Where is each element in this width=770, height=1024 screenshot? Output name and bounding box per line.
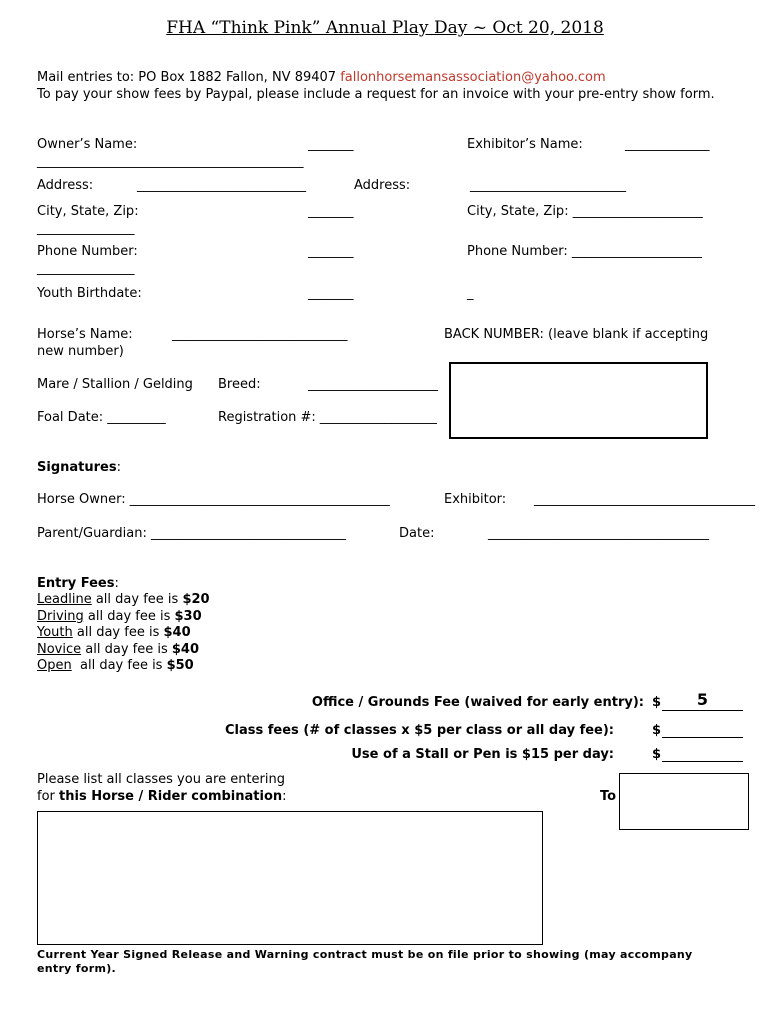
horse-owner-signature[interactable]: Horse Owner: ________________________________________ — [37, 492, 390, 507]
back-number-box[interactable] — [449, 362, 708, 439]
class-fees-field[interactable] — [662, 723, 743, 738]
fee-price: $40 — [171, 642, 200, 657]
fee-price: $40 — [163, 625, 191, 640]
classes-line2-suffix: : — [282, 789, 287, 804]
classes-line2-prefix: for — [37, 789, 60, 804]
office-fee-label: Office / Grounds Fee (waived for early entry): — [311, 695, 644, 710]
exhibitor-signature-field[interactable]: __________________________________ — [534, 492, 755, 507]
mail-line — [37, 70, 606, 86]
office-fee-value: 5 — [696, 690, 709, 709]
classes-list-box[interactable] — [37, 811, 543, 945]
owner-phone-field-cont[interactable]: _______________ — [37, 261, 135, 276]
horse-sex-label: Mare / Stallion / Gelding — [37, 377, 193, 392]
classes-instruction-line1: Please list all classes you are entering — [37, 772, 285, 787]
class-fees-label: Class fees (# of classes x $5 per class or all day fee): — [225, 723, 614, 738]
classes-instruction-line2 — [37, 789, 287, 805]
office-fee-dollar: $ — [652, 695, 662, 710]
class-fees-dollar: $ — [652, 723, 662, 738]
page-title: FHA “Think Pink” Annual Play Day ~ Oct 20, 2018 — [166, 18, 604, 38]
youth-birthdate-field[interactable]: _______ — [308, 286, 354, 301]
fee-text: all day fee is — [71, 658, 167, 673]
back-number-note: new number) — [37, 344, 124, 359]
fee-class-name: Driving — [37, 609, 84, 624]
fee-text: all day fee is — [91, 592, 183, 607]
fee-class-name: Youth — [37, 625, 73, 640]
total-box[interactable] — [619, 773, 749, 830]
signatures-heading-text: Signatures — [37, 460, 117, 475]
total-label: To — [600, 789, 617, 804]
fee-class-name: Leadline — [37, 592, 92, 607]
email-link[interactable]: fallonhorsemansassociation@yahoo.com — [340, 70, 606, 85]
office-fee-field[interactable] — [662, 690, 743, 711]
classes-line2-bold: this Horse / Rider combination — [59, 789, 283, 804]
fee-text: all day fee is — [83, 609, 175, 624]
mail-address: Mail entries to: PO Box 1882 Fallon, NV 89407 — [37, 70, 341, 85]
fee-class-name: Open — [37, 658, 72, 673]
exhibitor-address-label: Address: — [354, 178, 411, 193]
exhibitor-name-field[interactable]: _____________ — [625, 137, 710, 152]
parent-guardian-signature[interactable]: Parent/Guardian: ______________________________ — [37, 526, 346, 541]
owner-address-label: Address: — [37, 178, 94, 193]
fee-item-youth — [37, 625, 191, 641]
date-field[interactable]: __________________________________ — [488, 526, 709, 541]
exhibitor-birthdate-field[interactable]: _ — [467, 286, 474, 301]
stall-fee-field[interactable] — [662, 747, 743, 762]
owner-city-field-cont[interactable]: _______________ — [37, 221, 135, 236]
fee-price: $30 — [174, 609, 202, 624]
owner-name-field[interactable]: _______ — [308, 137, 354, 152]
fee-item-driving — [37, 609, 202, 625]
exhibitor-city-field[interactable]: City, State, Zip: ____________________ — [467, 204, 703, 219]
fee-item-novice — [37, 642, 199, 658]
youth-birthdate-label: Youth Birthdate: — [37, 286, 142, 301]
owner-name-field-cont[interactable]: _________________________________________ — [37, 154, 304, 169]
back-number-label: BACK NUMBER: (leave blank if accepting — [444, 327, 709, 342]
horse-name-field[interactable]: ___________________________ — [172, 327, 348, 342]
entry-fees-heading — [37, 576, 119, 592]
fee-item-open — [37, 658, 194, 674]
exhibitor-name-label: Exhibitor’s Name: — [467, 137, 583, 152]
foal-date-field[interactable]: Foal Date: _________ — [37, 410, 166, 425]
owner-address-field[interactable]: __________________________ — [137, 178, 306, 193]
owner-phone-field[interactable]: _______ — [308, 244, 354, 259]
breed-label: Breed: — [218, 377, 261, 392]
fee-text: all day fee is — [81, 642, 172, 657]
entry-fees-heading-text: Entry Fees — [37, 576, 115, 591]
exhibitor-address-field[interactable]: ________________________ — [470, 178, 626, 193]
fee-price: $50 — [166, 658, 194, 673]
breed-field[interactable]: ____________________ — [308, 377, 438, 392]
stall-fee-label: Use of a Stall or Pen is $15 per day: — [351, 747, 614, 762]
signatures-heading-colon: : — [116, 460, 121, 475]
date-label: Date: — [399, 526, 435, 541]
exhibitor-signature-label: Exhibitor: — [444, 492, 507, 507]
signatures-heading — [37, 460, 121, 476]
exhibitor-phone-field[interactable]: Phone Number: ____________________ — [467, 244, 702, 259]
fee-item-leadline — [37, 592, 210, 608]
fee-class-name: Novice — [37, 642, 82, 657]
horse-name-label: Horse’s Name: — [37, 327, 133, 342]
owner-name-label: Owner’s Name: — [37, 137, 138, 152]
owner-phone-label: Phone Number: — [37, 244, 138, 259]
owner-city-label: City, State, Zip: — [37, 204, 139, 219]
stall-fee-dollar: $ — [652, 747, 662, 762]
entry-fees-heading-colon: : — [114, 576, 119, 591]
paypal-note: To pay your show fees by Paypal, please include a request for an invoice with your pre-entry show form. — [37, 87, 715, 102]
owner-city-field[interactable]: _______ — [308, 204, 354, 219]
registration-field[interactable]: Registration #: __________________ — [218, 410, 437, 425]
fee-text: all day fee is — [72, 625, 164, 640]
fee-price: $20 — [182, 592, 210, 607]
release-warning-note: Current Year Signed Release and Warning contract must be on file prior to showing (may accompany entry form). — [37, 948, 693, 976]
